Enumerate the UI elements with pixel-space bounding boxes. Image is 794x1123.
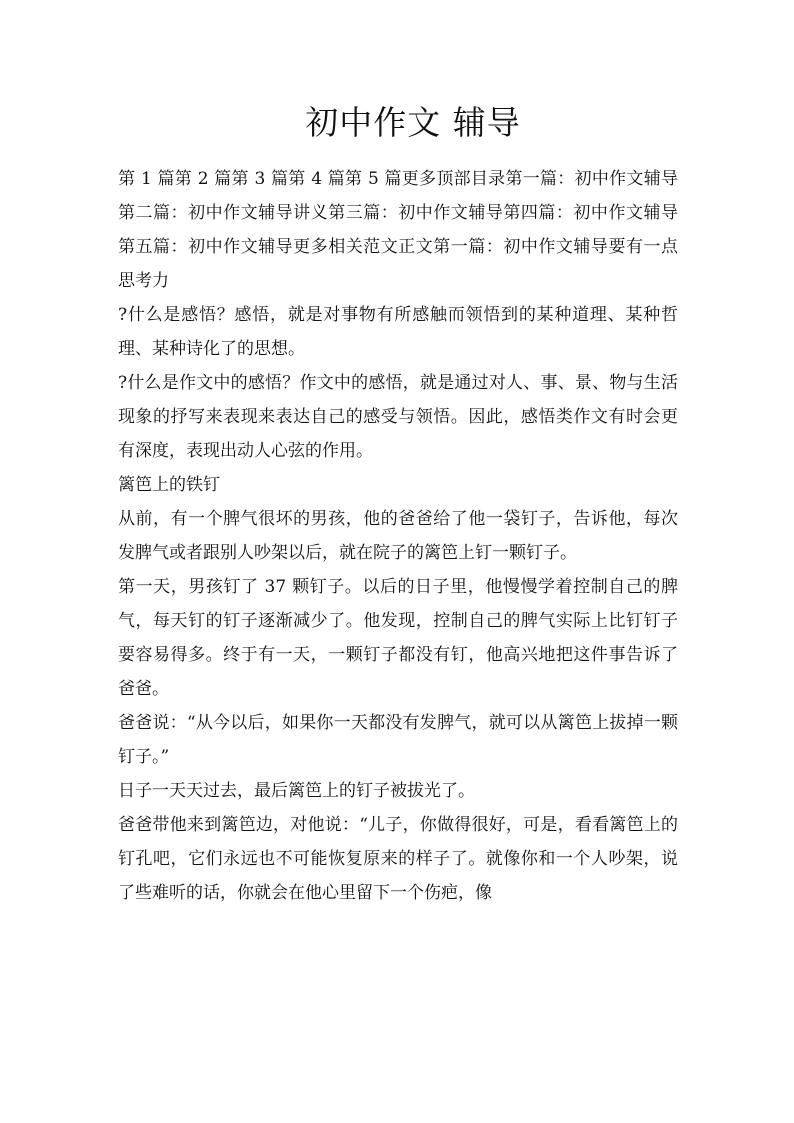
document-page [118, 98, 678, 910]
paragraph-story-4: 日子一天天过去，最后篱笆上的钉子被拔光了。 [118, 781, 475, 801]
paragraph-story-5: 爸爸带他来到篱笆边，对他说：“儿子，你做得很好，可是，看看篱笆上的钉孔吧，它们永远也不可能恢复原来的样子了。就像你和一个人吵架，说了些难听的话，你就会在他心里留下一个伤疤，像 [118, 815, 678, 903]
paragraph-toc: 第 1 篇第 2 篇第 3 篇第 4 篇第 5 篇更多顶部目录第一篇：初中作文辅导第二篇：初中作文辅导讲义第三篇：初中作文辅导第四篇：初中作文辅导第五篇：初中作文辅导更多相关范文正文第一篇：初中作文辅导要有一点思考力 [118, 169, 678, 291]
paragraph-story-1: 从前，有一个脾气很坏的男孩，他的爸爸给了他一袋钉子，告诉他，每次发脾气或者跟别人吵架以后，就在院子的篱笆上钉一颗钉子。 [118, 509, 678, 563]
story-heading: 篱笆上的铁钉 [118, 475, 220, 495]
paragraph-story-3: 爸爸说：“从今以后，如果你一天都没有发脾气，就可以从篱笆上拔掉一颗钉子。” [118, 713, 678, 767]
paragraph-insight-in-writing: ?什么是作文中的感悟？作文中的感悟，就是通过对人、事、景、物与生活现象的抒写来表现来表达自己的感受与领悟。因此，感悟类作文有时会更有深度，表现出动人心弦的作用。 [118, 373, 678, 461]
document-title: 初中作文 辅导 [305, 103, 521, 142]
paragraph-story-2: 第一天，男孩钉了 37 颗钉子。以后的日子里，他慢慢学着控制自己的脾气，每天钉的钉子逐渐减少了。他发现，控制自己的脾气实际上比钉钉子要容易得多。终于有一天，一颗钉子都没有钉，他高兴地把这件事告诉了爸爸。 [118, 577, 678, 699]
paragraph-what-is-insight: ?什么是感悟？感悟，就是对事物有所感触而领悟到的某种道理、某种哲理、某种诗化了的思想。 [118, 305, 678, 359]
